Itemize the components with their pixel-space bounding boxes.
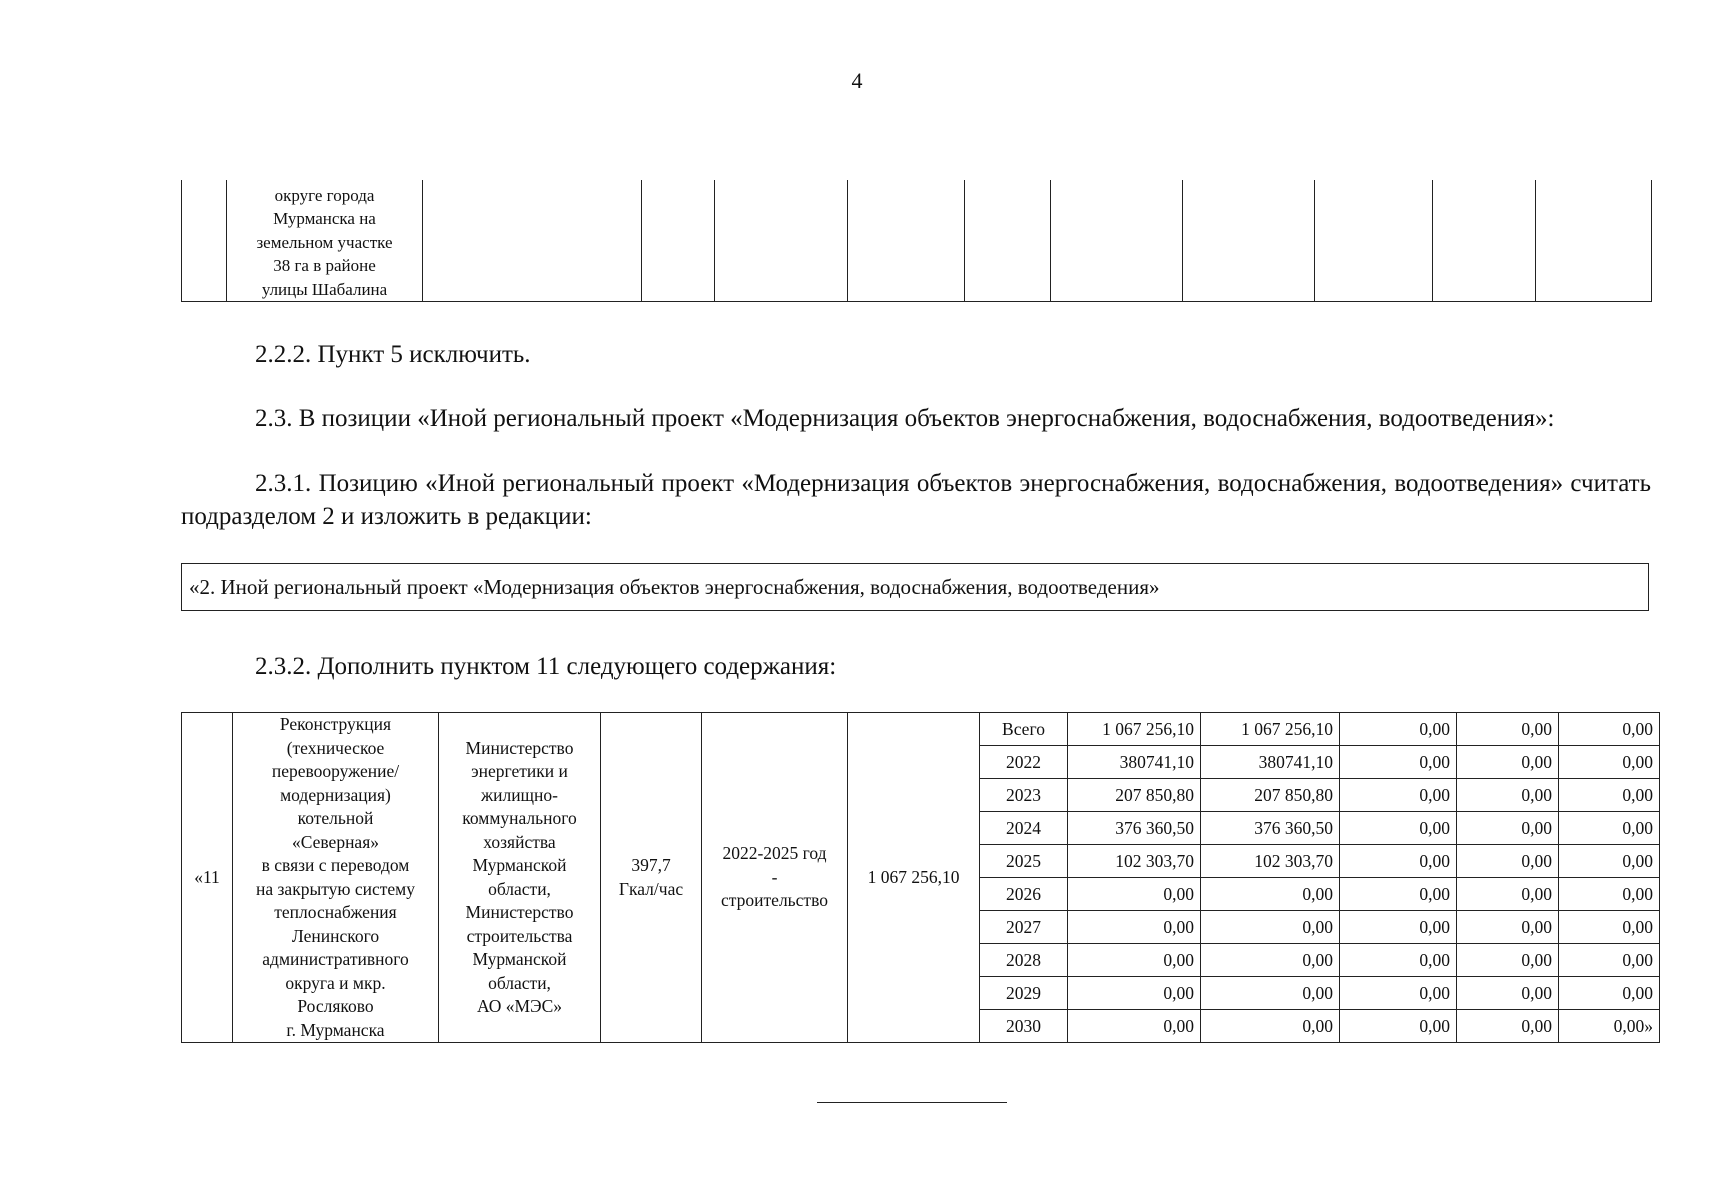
item-number: «11 [182,713,233,1043]
federal-budget-cell: 0,00 [1340,779,1457,812]
regional-budget-cell: 207 850,80 [1201,779,1340,812]
paragraph-text: 2.3. В позиции «Иной региональный проект «Модернизация объектов энергоснабжения, водоснабжения, водоотведения»: [255,405,1555,432]
year-cell: 2025 [980,845,1068,878]
federal-budget-cell: 0,00 [1340,1010,1457,1043]
cell-line: (техническое [286,737,385,758]
year-cell: Всего [980,713,1068,746]
paragraph-2-3-2: 2.3.2. Дополнить пунктом 11 следующего содержания: [255,653,837,680]
item-executor [439,713,601,1043]
other-sources-cell: 0,00 [1559,845,1660,878]
cell-line: Министерство [465,737,574,758]
regional-budget-cell: 0,00 [1201,944,1340,977]
cell-line: Мурманской [472,855,567,875]
item-cost: 1 067 256,10 [848,713,980,1043]
table-row [182,713,1660,746]
federal-budget-cell: 0,00 [1340,746,1457,779]
cell-line: Мурманска на [273,209,376,228]
item-name [233,713,439,1043]
item-period [702,713,848,1043]
total-cell: 207 850,80 [1068,779,1201,812]
local-budget-cell: 0,00 [1457,779,1559,812]
federal-budget-cell: 0,00 [1340,878,1457,911]
other-sources-cell: 0,00 [1559,713,1660,746]
cell-line: г. Мурманска [286,1019,385,1040]
local-budget-cell: 0,00 [1457,713,1559,746]
regional-budget-cell: 376 360,50 [1201,812,1340,845]
cell-line: Гкал/час [618,878,684,899]
local-budget-cell: 0,00 [1457,812,1559,845]
continuation-cell [227,180,423,302]
other-sources-cell: 0,00 [1559,878,1660,911]
other-sources-cell: 0,00 [1559,779,1660,812]
regional-budget-cell: 0,00 [1201,977,1340,1010]
total-cell: 376 360,50 [1068,812,1201,845]
cell-line: округа и мкр. [285,972,386,993]
federal-budget-cell: 0,00 [1340,845,1457,878]
cell-line: области, [488,972,551,993]
paragraph-text: 2.3.1. Позицию «Иной региональный проект «Модернизация объектов энергоснабжения, водоснабжения, водоотведения» считать подразделом 2 и изложить в редакции: [181,470,1651,530]
cell-line: строительства [466,925,573,946]
table-body [182,713,1660,1043]
regional-budget-cell: 380741,10 [1201,746,1340,779]
cell-line: жилищно- [481,784,558,805]
cell-line: - [771,866,778,887]
year-cell: 2030 [980,1010,1068,1043]
cell-line: Ленинского [291,925,380,946]
other-sources-cell: 0,00 [1559,977,1660,1010]
item-capacity [601,713,702,1043]
continuation-table [181,180,1652,302]
page-number: 4 [851,68,863,93]
other-sources-cell: 0,00 [1559,746,1660,779]
year-cell: 2024 [980,812,1068,845]
cell-line: 38 га в районе [273,256,376,275]
total-cell: 0,00 [1068,911,1201,944]
end-divider [817,1102,1007,1103]
local-budget-cell: 0,00 [1457,911,1559,944]
year-cell: 2022 [980,746,1068,779]
cell-line: земельном участке [256,232,393,252]
cell-line: в связи с переводом [261,855,410,875]
cell-line: хозяйства [483,831,556,852]
total-cell: 0,00 [1068,1010,1201,1043]
cell-line: Росляково [297,996,374,1016]
cell-line: АО «МЭС» [476,996,563,1016]
other-sources-cell: 0,00 [1559,812,1660,845]
cell-line: Мурманской [472,949,567,969]
cell-line: энергетики и [471,761,568,781]
table-row [182,180,1652,302]
subsection-heading-box: «2. Иной региональный проект «Модернизация объектов энергоснабжения, водоснабжения, водоотведения» [181,563,1649,611]
other-sources-cell: 0,00 [1559,911,1660,944]
cell-line: 397,7 [631,855,671,875]
local-budget-cell: 0,00 [1457,1010,1559,1043]
cell-line: Министерство [465,902,574,922]
federal-budget-cell: 0,00 [1340,911,1457,944]
local-budget-cell: 0,00 [1457,977,1559,1010]
year-cell: 2026 [980,878,1068,911]
cell-line: административного [262,949,409,969]
cell-line: «Северная» [291,831,379,852]
local-budget-cell: 0,00 [1457,845,1559,878]
federal-budget-cell: 0,00 [1340,713,1457,746]
year-cell: 2023 [980,779,1068,812]
cell-line: модернизация) [280,784,391,805]
regional-budget-cell: 0,00 [1201,911,1340,944]
project-table [181,712,1660,1043]
total-cell: 380741,10 [1068,746,1201,779]
federal-budget-cell: 0,00 [1340,944,1457,977]
paragraph-2-2-2: 2.2.2. Пункт 5 исключить. [255,341,531,368]
regional-budget-cell: 0,00 [1201,1010,1340,1043]
other-sources-cell: 0,00» [1559,1010,1660,1043]
regional-budget-cell: 1 067 256,10 [1201,713,1340,746]
paragraph-2-3-1 [181,467,1651,533]
other-sources-cell: 0,00 [1559,944,1660,977]
cell-line: коммунального [462,808,577,828]
total-cell: 1 067 256,10 [1068,713,1201,746]
cell-line: 2022-2025 год [722,843,827,864]
year-cell: 2027 [980,911,1068,944]
cell-line: округе города [274,185,375,205]
regional-budget-cell: 0,00 [1201,878,1340,911]
local-budget-cell: 0,00 [1457,878,1559,911]
cell-line: улицы Шабалина [261,279,388,299]
cell-line: перевооружение/ [271,761,400,781]
cell-line: на закрытую систему [256,878,415,899]
total-cell: 0,00 [1068,977,1201,1010]
total-cell: 102 303,70 [1068,845,1201,878]
cell-line: строительство [721,890,828,911]
cell-line: теплоснабжения [274,902,397,922]
year-cell: 2029 [980,977,1068,1010]
federal-budget-cell: 0,00 [1340,812,1457,845]
federal-budget-cell: 0,00 [1340,977,1457,1010]
local-budget-cell: 0,00 [1457,746,1559,779]
total-cell: 0,00 [1068,878,1201,911]
local-budget-cell: 0,00 [1457,944,1559,977]
cell-line: Реконструкция [279,714,392,734]
regional-budget-cell: 102 303,70 [1201,845,1340,878]
cell-line: котельной [297,808,374,828]
year-cell: 2028 [980,944,1068,977]
paragraph-2-3 [181,402,1651,435]
cell-line: области, [488,878,551,899]
total-cell: 0,00 [1068,944,1201,977]
